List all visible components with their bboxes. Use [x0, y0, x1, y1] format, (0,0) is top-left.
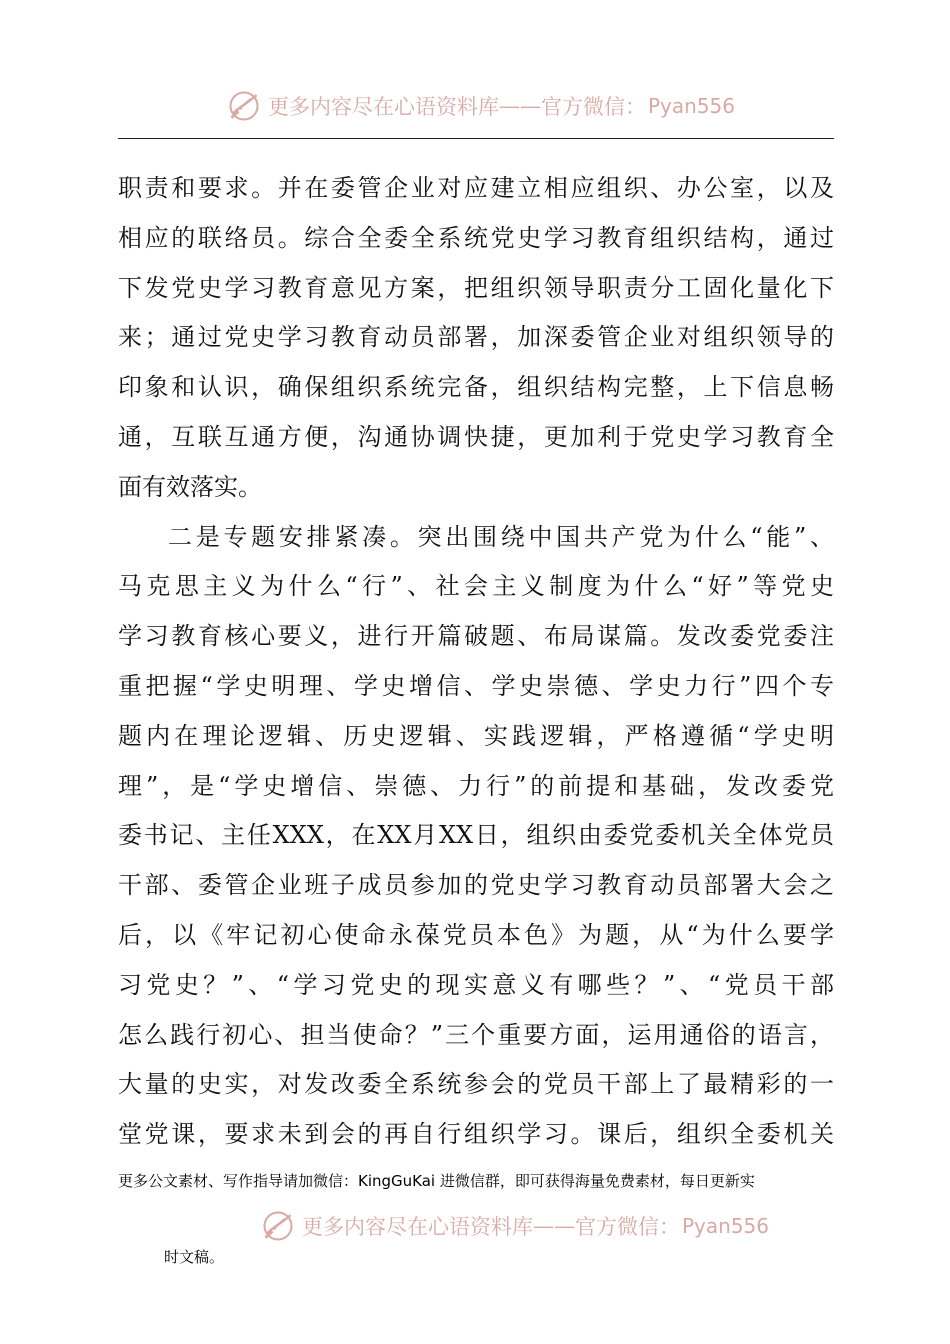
- body-line: 理”，是“学史增信、崇德、力行”的前提和基础，发改委党: [118, 771, 834, 800]
- body-line: 委书记、主任XXX，在XX月XX日，组织由委党委机关全体党员: [118, 821, 834, 850]
- body-line: 面有效落实。: [118, 472, 262, 501]
- body-line: 来；通过党史学习教育动员部署，加深委管企业对组织领导的: [118, 323, 834, 352]
- footer-promo-note: 更多公文素材、写作指导请加微信：KingGuKai 进微信群，即可获得海量免费素材，每日更新实: [118, 1172, 755, 1190]
- body-line: 印象和认识，确保组织系统完备，组织结构完整，上下信息畅: [118, 373, 834, 402]
- body-line: 职责和要求。并在委管企业对应建立相应组织、办公室，以及: [118, 174, 834, 202]
- body-line: 习党史？”、“学习党史的现实意义有哪些？”、“党员干部: [118, 970, 834, 999]
- flame-logo-icon: [260, 1208, 296, 1244]
- watermark-brand: 更多内容尽在心语资料库: [302, 1215, 533, 1239]
- body-line: 通，互联互通方便，沟通协调快捷，更加利于党史学习教育全: [118, 422, 834, 451]
- header-watermark: [226, 88, 735, 124]
- flame-logo-icon: [226, 88, 262, 124]
- body-line: 学习教育核心要义，进行开篇破题、布局谋篇。发改委党委注: [118, 622, 834, 651]
- watermark-brand: 更多内容尽在心语资料库: [268, 95, 499, 119]
- watermark-code: Pyan556: [682, 1214, 770, 1238]
- body-line: 重把握“学史明理、学史增信、学史崇德、学史力行”四个专: [118, 671, 834, 700]
- watermark-dash: ——: [533, 1214, 575, 1238]
- body-line: 相应的联络员。综合全委全系统党史学习教育组织结构，通过: [118, 223, 834, 252]
- header-rule: [118, 138, 834, 139]
- body-line: 题内在理论逻辑、历史逻辑、实践逻辑，严格遵循“学史明: [118, 721, 834, 750]
- body-line: 马克思主义为什么“行”、社会主义制度为什么“好”等党史: [118, 572, 834, 601]
- watermark-label: 官方微信：: [575, 1215, 680, 1239]
- footer-watermark: [260, 1208, 769, 1244]
- watermark-code: Pyan556: [648, 94, 736, 118]
- body-line: 后，以《牢记初心使命永葆党员本色》为题，从“为什么要学: [118, 920, 834, 949]
- watermark-label: 官方微信：: [541, 95, 646, 119]
- body-line: 干部、委管企业班子成员参加的党史学习教育动员部署大会之: [118, 871, 834, 900]
- footer-promo-continuation: 时文稿。: [164, 1248, 225, 1266]
- body-line: 怎么践行初心、担当使命？”三个重要方面，运用通俗的语言，: [118, 1020, 834, 1049]
- watermark-dash: ——: [499, 94, 541, 118]
- document-body: [118, 164, 834, 1160]
- body-line: 下发党史学习教育意见方案，把组织领导职责分工固化量化下: [118, 273, 834, 302]
- paragraph-start-line: 二是专题安排紧凑。突出围绕中国共产党为什么“能”、: [168, 522, 834, 551]
- body-line: 大量的史实，对发改委全系统参会的党员干部上了最精彩的一: [118, 1070, 834, 1099]
- body-line: 堂党课，要求未到会的再自行组织学习。课后，组织全委机关: [118, 1120, 834, 1149]
